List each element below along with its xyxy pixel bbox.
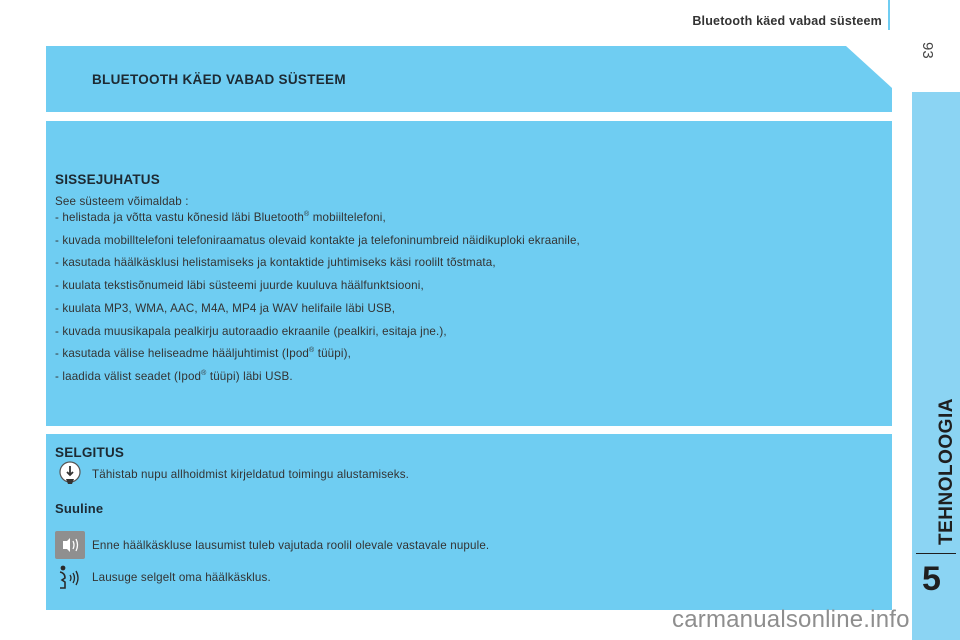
speak-text: Lausuge selgelt oma häälkäsklus. xyxy=(92,571,271,584)
intro-list-item xyxy=(55,234,580,247)
chapter-divider xyxy=(916,553,956,554)
registered-mark: ® xyxy=(309,347,315,355)
list-item-text-tail: tüüpi) läbi USB. xyxy=(206,369,293,383)
intro-list-item xyxy=(55,302,395,315)
legend-heading: SELGITUS xyxy=(55,445,125,460)
chapter-sidebar xyxy=(912,92,960,640)
list-item-text: - helistada ja võtta vastu kõnesid läbi Bluetooth xyxy=(55,211,305,224)
hand-press-icon xyxy=(57,460,83,486)
page-number: 93 xyxy=(919,42,936,59)
intro-list-item xyxy=(55,347,351,360)
voice-button-icon xyxy=(55,531,85,559)
intro-heading: SISSEJUHATUS xyxy=(55,172,160,187)
list-item-text: - kuvada mobilltelefoni telefoniraamatus olevaid kontakte ja telefoninumbreid näidikuploki ekraanile, xyxy=(55,233,580,247)
chapter-number: 5 xyxy=(922,560,941,598)
intro-lead: See süsteem võimaldab : xyxy=(55,195,189,208)
legend-start-text: Tähistab nupu allhoidmist kirjeldatud toimingu alustamiseks. xyxy=(92,468,410,481)
voice-subheading: Suuline xyxy=(55,501,104,516)
list-item-text-tail: mobiiltelefoni, xyxy=(309,211,386,224)
intro-list-item xyxy=(55,256,496,269)
speaking-person-icon xyxy=(57,564,83,590)
list-item-text: - laadida välist seadet (Ipod xyxy=(55,369,202,383)
intro-list-item xyxy=(55,370,293,383)
chapter-label: TEHNOLOOGIA xyxy=(936,398,957,545)
list-item-text: - kuvada muusikapala pealkirju autoraadio ekraanile (pealkiri, esitaja jne.), xyxy=(55,324,447,338)
header-rule xyxy=(888,0,890,30)
registered-mark: ® xyxy=(304,211,310,219)
intro-list-item xyxy=(55,325,447,338)
page-title: BLUETOOTH KÄED VABAD SÜSTEEM xyxy=(92,72,346,87)
watermark: carmanualsonline.info xyxy=(672,606,910,633)
list-item-text-tail: tüüpi), xyxy=(314,347,351,361)
list-item-text: - kasutada häälkäsklusi helistamiseks ja kontaktide juhtimiseks käsi roolilt tõstmata, xyxy=(55,256,496,270)
intro-list-item xyxy=(55,279,424,292)
registered-mark: ® xyxy=(201,370,207,378)
intro-list-item xyxy=(55,211,386,224)
voice-button-text: Enne häälkäskluse lausumist tuleb vajutada roolil olevale vastavale nupule. xyxy=(92,539,490,552)
list-item-text: - kuulata tekstisõnumeid läbi süsteemi juurde kuuluva häälfunktsiooni, xyxy=(55,279,424,293)
list-item-text: - kuulata MP3, WMA, AAC, M4A, MP4 ja WAV helifaile läbi USB, xyxy=(55,301,396,315)
running-header: Bluetooth käed vabad süsteem xyxy=(692,14,882,28)
list-item-text: - kasutada välise heliseadme hääljuhtimist (Ipod xyxy=(55,347,310,361)
